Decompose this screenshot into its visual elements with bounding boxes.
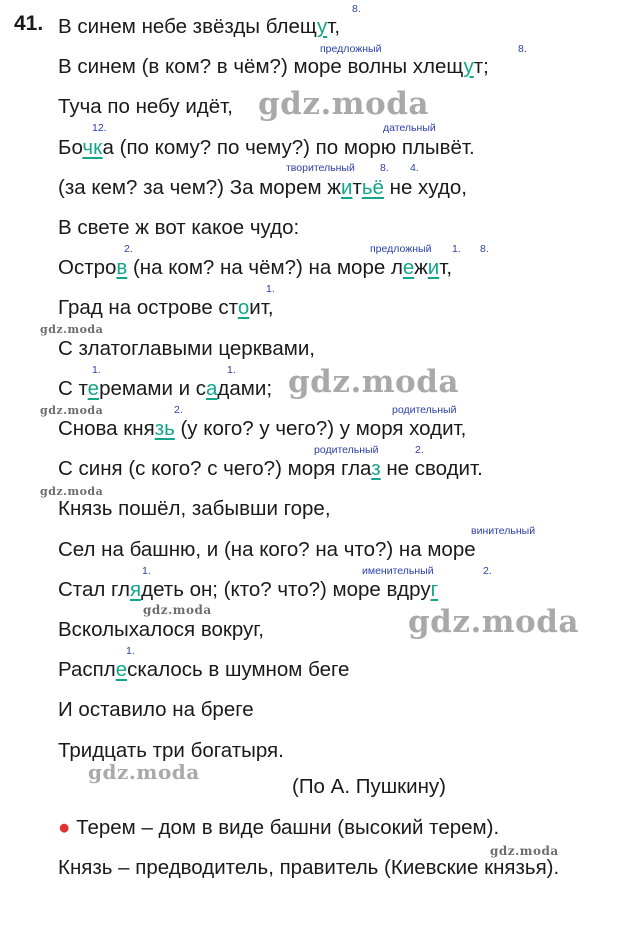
highlighted-letter: в (116, 256, 128, 280)
definition-text: Терем – дом в виде башни (высокий терем). (76, 816, 500, 839)
watermark: gdz.moda (40, 404, 104, 417)
text-segment: не худо, (383, 175, 467, 199)
poem-line (58, 377, 272, 401)
author-attribution: (По А. Пушкину) (292, 775, 446, 798)
annotation-case: родительный (314, 444, 379, 456)
text-segment: Стал гл (58, 577, 131, 601)
annotation-declension: 2. (174, 404, 183, 416)
highlighted-letter: г (430, 577, 439, 601)
highlighted-letter: е (115, 658, 128, 682)
watermark: gdz.moda (143, 603, 212, 617)
text-segment: деть он; (кто? что?) море вдру (141, 577, 431, 601)
annotation-declension: 12. (92, 122, 107, 134)
highlighted-letter: з (371, 457, 381, 481)
highlighted-letter: е (402, 256, 415, 280)
annotation-case: дательный (383, 122, 436, 134)
annotation-case: предложный (370, 243, 432, 255)
annotation-declension: 2. (415, 444, 424, 456)
annotation-declension: 2. (124, 243, 133, 255)
text-segment: (у кого? у чего?) у моря ходит, (174, 417, 467, 440)
poem-line (58, 176, 467, 200)
text-segment: ит, (249, 296, 274, 320)
watermark: gdz.moda (490, 844, 559, 858)
poem-line (58, 578, 438, 602)
poem-line (58, 95, 233, 119)
highlighted-letter: и (427, 256, 440, 280)
highlighted-letter: и (341, 175, 353, 199)
annotation-conjugation: 8. (518, 43, 527, 55)
text-segment: Бо (58, 135, 83, 159)
text-segment: Туча по небу идёт, (58, 95, 233, 119)
highlighted-letter: зь (154, 417, 175, 440)
highlighted-letter: я (130, 577, 142, 601)
annotation-conjugation: 1. (126, 645, 135, 657)
poem-line (58, 296, 274, 320)
watermark: gdz.moda (258, 86, 429, 122)
text-segment: т, (327, 15, 341, 38)
text-segment: Распл (58, 658, 116, 682)
poem-line (58, 538, 476, 562)
poem-line (58, 698, 254, 722)
annotation-case: предложный (320, 43, 382, 55)
text-segment: дами; (217, 376, 273, 400)
text-segment: Тридцать три богатыря. (58, 738, 284, 762)
watermark: gdz.moda (288, 364, 459, 400)
text-segment: т, (439, 256, 453, 280)
text-segment: С златоглавыми церквами, (58, 336, 315, 360)
text-segment: В свете ж вот какое чудо: (58, 216, 300, 239)
text-segment: т (352, 175, 362, 199)
text-segment: ремами и с (99, 376, 207, 400)
highlighted-letter: а (206, 376, 218, 400)
poem-line (58, 457, 483, 481)
annotation-conjugation: 8. (352, 3, 361, 15)
highlighted-letter: о (237, 296, 250, 320)
poem-line (58, 618, 264, 642)
annotation-case: винительный (471, 525, 536, 537)
annotation-conjugation: 8. (380, 162, 389, 174)
poem-line (58, 15, 340, 39)
annotation-conjugation: 8. (480, 243, 489, 255)
annotation-declension: 1. (452, 243, 461, 255)
watermark: gdz.moda (88, 760, 200, 784)
annotation-case: родительный (392, 404, 457, 416)
text-segment: скалось в шумном беге (127, 658, 350, 682)
annotation-declension: 2. (483, 565, 492, 577)
text-segment: т; (473, 55, 489, 79)
text-segment: (на ком? на чём?) на море л (127, 256, 403, 280)
annotation-declension: 4. (410, 162, 419, 174)
annotation-number: 1. (92, 364, 101, 376)
poem-line (58, 256, 452, 280)
poem-line (58, 136, 475, 160)
highlighted-letter: у (317, 15, 328, 38)
definition-knyaz: Князь – предводитель, правитель (Киевские князья). (58, 856, 560, 879)
poem-line (58, 417, 466, 441)
text-segment: (за кем? за чем?) За морем ж (58, 175, 341, 199)
poem-line (58, 337, 315, 361)
text-segment: Князь пошёл, забывши горе, (58, 497, 331, 521)
annotation-number: 1. (227, 364, 236, 376)
annotation-case: творительный (286, 162, 355, 174)
text-segment: С т (58, 376, 88, 400)
highlighted-letter: е (87, 376, 100, 400)
text-segment: В синем (в ком? в чём?) море волны хлещ (58, 55, 464, 79)
bullet-icon: ● (58, 816, 71, 839)
poem-line (58, 658, 349, 682)
watermark: gdz.moda (40, 485, 104, 498)
text-segment: Град на острове ст (58, 296, 238, 320)
text-segment: не сводит. (380, 457, 483, 481)
poem-line (58, 739, 284, 763)
definition-terem (58, 816, 499, 840)
annotation-conjugation: 1. (142, 565, 151, 577)
text-segment: И оставило на бреге (58, 698, 254, 722)
poem-line (58, 216, 299, 240)
text-segment: В синем небе звёзды блещ (58, 15, 317, 38)
watermark: gdz.moda (408, 604, 579, 640)
annotation-conjugation: 1. (266, 283, 275, 295)
exercise-number: 41. (14, 12, 44, 35)
text-segment: Снова кня (58, 417, 155, 440)
poem-line (58, 497, 331, 521)
highlighted-letter: ьё (361, 175, 384, 199)
annotation-case: именительный (362, 565, 434, 577)
text-segment: С синя (с кого? с чего?) моря гла (58, 457, 372, 481)
text-segment: Сел на башню, и (на кого? на что?) на море (58, 537, 476, 561)
text-segment: а (по кому? по чему?) по морю плывёт. (102, 135, 475, 159)
poem-line (58, 55, 489, 79)
highlighted-letter: у (463, 55, 474, 79)
highlighted-letter: чк (82, 135, 103, 159)
text-segment: Всколыхалося вокруг, (58, 618, 264, 641)
text-segment: ж (414, 256, 428, 280)
text-segment: Остро (58, 256, 117, 280)
watermark: gdz.moda (40, 323, 104, 336)
